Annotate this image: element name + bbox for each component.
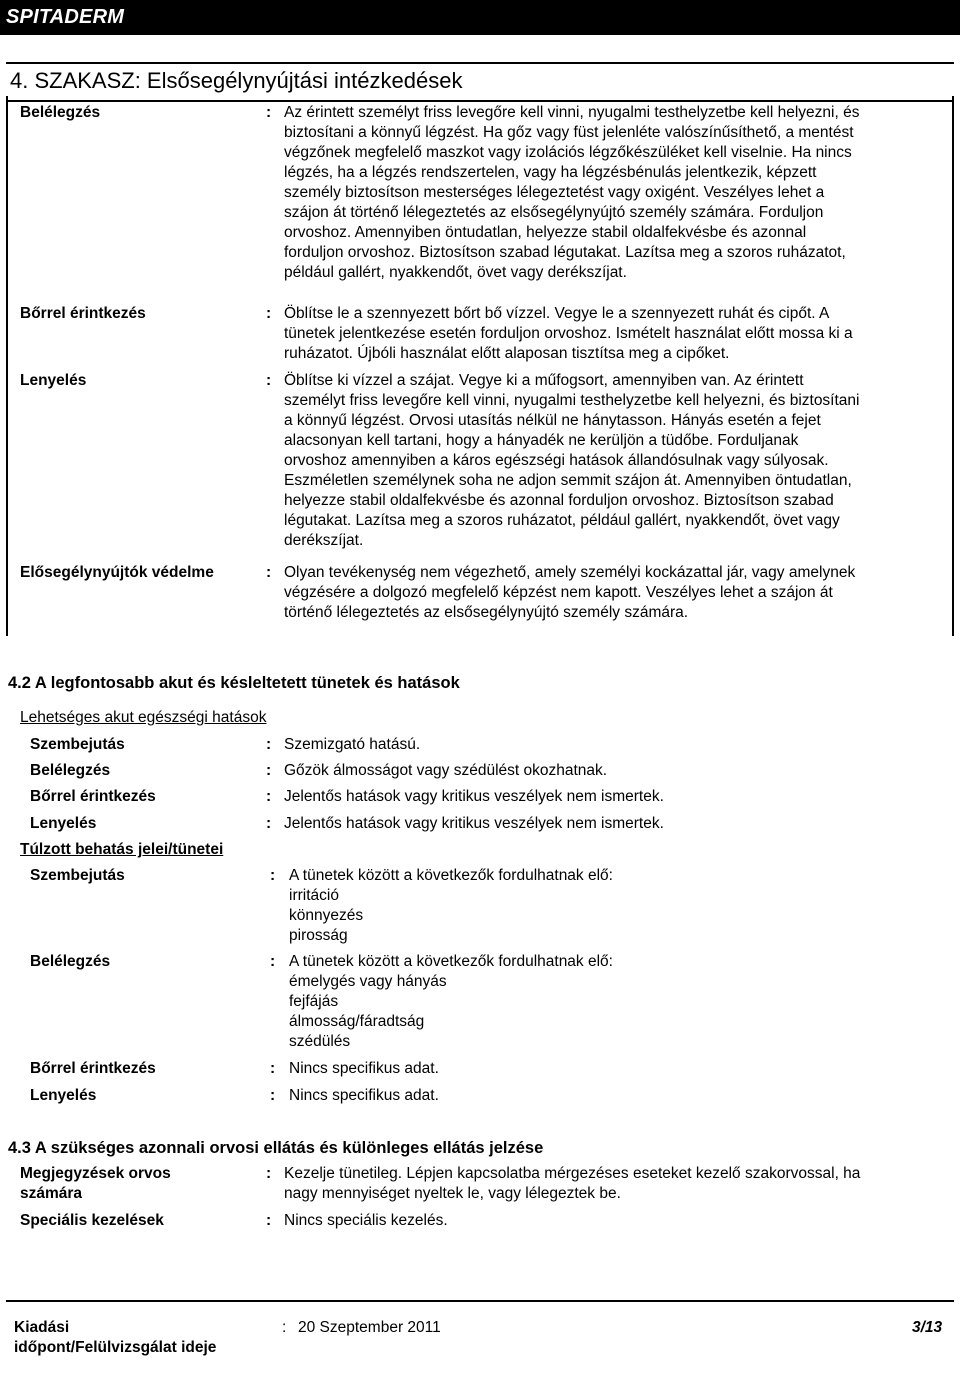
acute-eye-label: Szembejutás (30, 736, 125, 753)
colon: : (266, 104, 272, 121)
colon: : (270, 1060, 276, 1077)
skin-contact-text: Öblítse le a szennyezett bőrt bő vízzel. Vegye le a szennyezett ruhát és cipőt. A tünetek jelentkezése esetén forduljon orvoshoz. Ismételt használat előtt mossa ki a ruházatot. Újbóli használat előtt alaposan tisztítsa meg a cipőket. (284, 305, 853, 362)
overexposure-heading: Túlzott behatás jelei/tünetei (20, 841, 224, 858)
colon: : (266, 815, 272, 832)
over-ingestion-text: Nincs specifikus adat. (289, 1087, 439, 1104)
over-ingestion-label: Lenyelés (30, 1087, 97, 1104)
colon: : (266, 372, 272, 389)
inhalation-text: Az érintett személyt friss levegőre kell vinni, nyugalmi testhelyzetbe kell helyezni, és biztosítani a könnyű légzést. Ha gőz vagy füst jelenléte valószínűsíthető, a mentést végzőnek megfelelő maszkot vagy izolációs légzőkészüléket kell viselnie. Ha nincs légzés, ha a légzés rendszertelen, vagy ha légzésbénulás jelentkezik, képzett személy biztosítson mesterséges lélegeztetést vagy oxigént. Veszélyes lehet a szájon át történő lélegeztetés az elsősegélynyújtó személy számára. Forduljon orvoshoz. Amennyiben öntudatlan, helyezze stabil oldalfekvésbe és azonnal forduljon orvoshoz. Biztosítson szabad légutakat. Lazítsa meg a szoros ruházatot, például gallért, nyakkendőt, övet vagy derékszíjat. (284, 104, 860, 281)
page-number: 3/13 (912, 1319, 943, 1336)
acute-skin-text: Jelentős hatások vagy kritikus veszélyek nem ismertek. (284, 788, 664, 805)
colon: : (266, 305, 272, 322)
colon: : (266, 1165, 272, 1182)
acute-ingestion-text: Jelentős hatások vagy kritikus veszélyek nem ismertek. (284, 815, 664, 832)
colon: : (270, 953, 276, 970)
special-treatments-text: Nincs speciális kezelés. (284, 1212, 448, 1229)
subsection-4-2-title: 4.2 A legfontosabb akut és késleltetett tünetek és hatások (8, 674, 460, 692)
subsection-4-3-title: 4.3 A szükséges azonnali orvosi ellátás és különleges ellátás jelzése (8, 1139, 544, 1157)
over-eye-text: A tünetek között a következők fordulhatnak elő: irritáció könnyezés pirosság (289, 867, 613, 944)
acute-inhalation-label: Belélegzés (30, 762, 111, 779)
acute-inhalation-text: Gőzök álmosságot vagy szédülést okozhatnak. (284, 762, 608, 779)
acute-eye-text: Szemizgató hatású. (284, 736, 421, 753)
special-treatments-label: Speciális kezelések (20, 1212, 164, 1229)
issue-date-value: 20 Szeptember 2011 (298, 1319, 441, 1336)
first-aider-protection-text: Olyan tevékenység nem végezhető, amely személyi kockázattal jár, vagy amelynek végzésére a dolgozó megfelelő képzést nem kapott. Veszélyes lehet a szájon át történő lélegeztetés az elsősegélynyújtó személy számára. (284, 564, 856, 621)
over-eye-label: Szembejutás (30, 867, 125, 884)
acute-skin-label: Bőrrel érintkezés (30, 788, 156, 805)
over-inhalation-text: A tünetek között a következők fordulhatnak elő: émelygés vagy hányás fejfájás álmosság/fáradtság szédülés (289, 953, 613, 1050)
footer-divider (6, 1300, 954, 1302)
over-skin-label: Bőrrel érintkezés (30, 1060, 156, 1077)
issue-date-label: Kiadási időpont/Felülvizsgálat ideje (14, 1319, 217, 1356)
colon: : (270, 867, 276, 884)
notes-to-physician-label: Megjegyzések orvos számára (20, 1165, 171, 1202)
inhalation-label: Belélegzés (20, 104, 101, 121)
notes-to-physician-text: Kezelje tünetileg. Lépjen kapcsolatba mérgezéses eseteket kezelő szakorvossal, ha nagy mennyiséget nyeltek le, vagy lélegeztek be. (284, 1165, 861, 1202)
colon: : (282, 1319, 287, 1336)
ingestion-text: Öblítse ki vízzel a szájat. Vegye ki a műfogsort, amennyiben van. Az érintett személyt friss levegőre kell vinni, nyugalmi testhelyzetbe kell helyezni, és biztosítani a könnyű légzést. Orvosi utasítás nélkül ne hánytasson. Hányás esetén a fejet alacsonyan kell tartani, hogy a hányadék ne kerüljön a tüdőbe. Forduljanak orvoshoz amennyiben a káros egészségi hatások állandósulnak vagy súlyosak. Eszméletlen személynek soha ne adjon semmit szájon át. Amennyiben öntudatlan, helyezze stabil oldalfekvésbe és azonnal forduljon orvoshoz. Biztosítson szabad légutakat. Lazítsa meg a szoros ruházatot, például gallért, nyakkendőt, övet vagy derékszíjat. (284, 372, 860, 549)
colon: : (266, 564, 272, 581)
skin-contact-label: Bőrrel érintkezés (20, 305, 146, 322)
over-skin-text: Nincs specifikus adat. (289, 1060, 439, 1077)
over-inhalation-label: Belélegzés (30, 953, 111, 970)
first-aider-protection-label: Elősegélynyújtók védelme (20, 564, 214, 581)
document-header-bar (0, 0, 960, 35)
acute-effects-heading: Lehetséges akut egészségi hatások (20, 709, 267, 726)
colon: : (266, 736, 272, 753)
acute-ingestion-label: Lenyelés (30, 815, 97, 832)
colon: : (266, 762, 272, 779)
colon: : (266, 788, 272, 805)
colon: : (270, 1087, 276, 1104)
ingestion-label: Lenyelés (20, 372, 87, 389)
section-title: 4. SZAKASZ: Elsősegélynyújtási intézkedések (10, 68, 463, 93)
product-name: SPITADERM (6, 6, 125, 28)
colon: : (266, 1212, 272, 1229)
